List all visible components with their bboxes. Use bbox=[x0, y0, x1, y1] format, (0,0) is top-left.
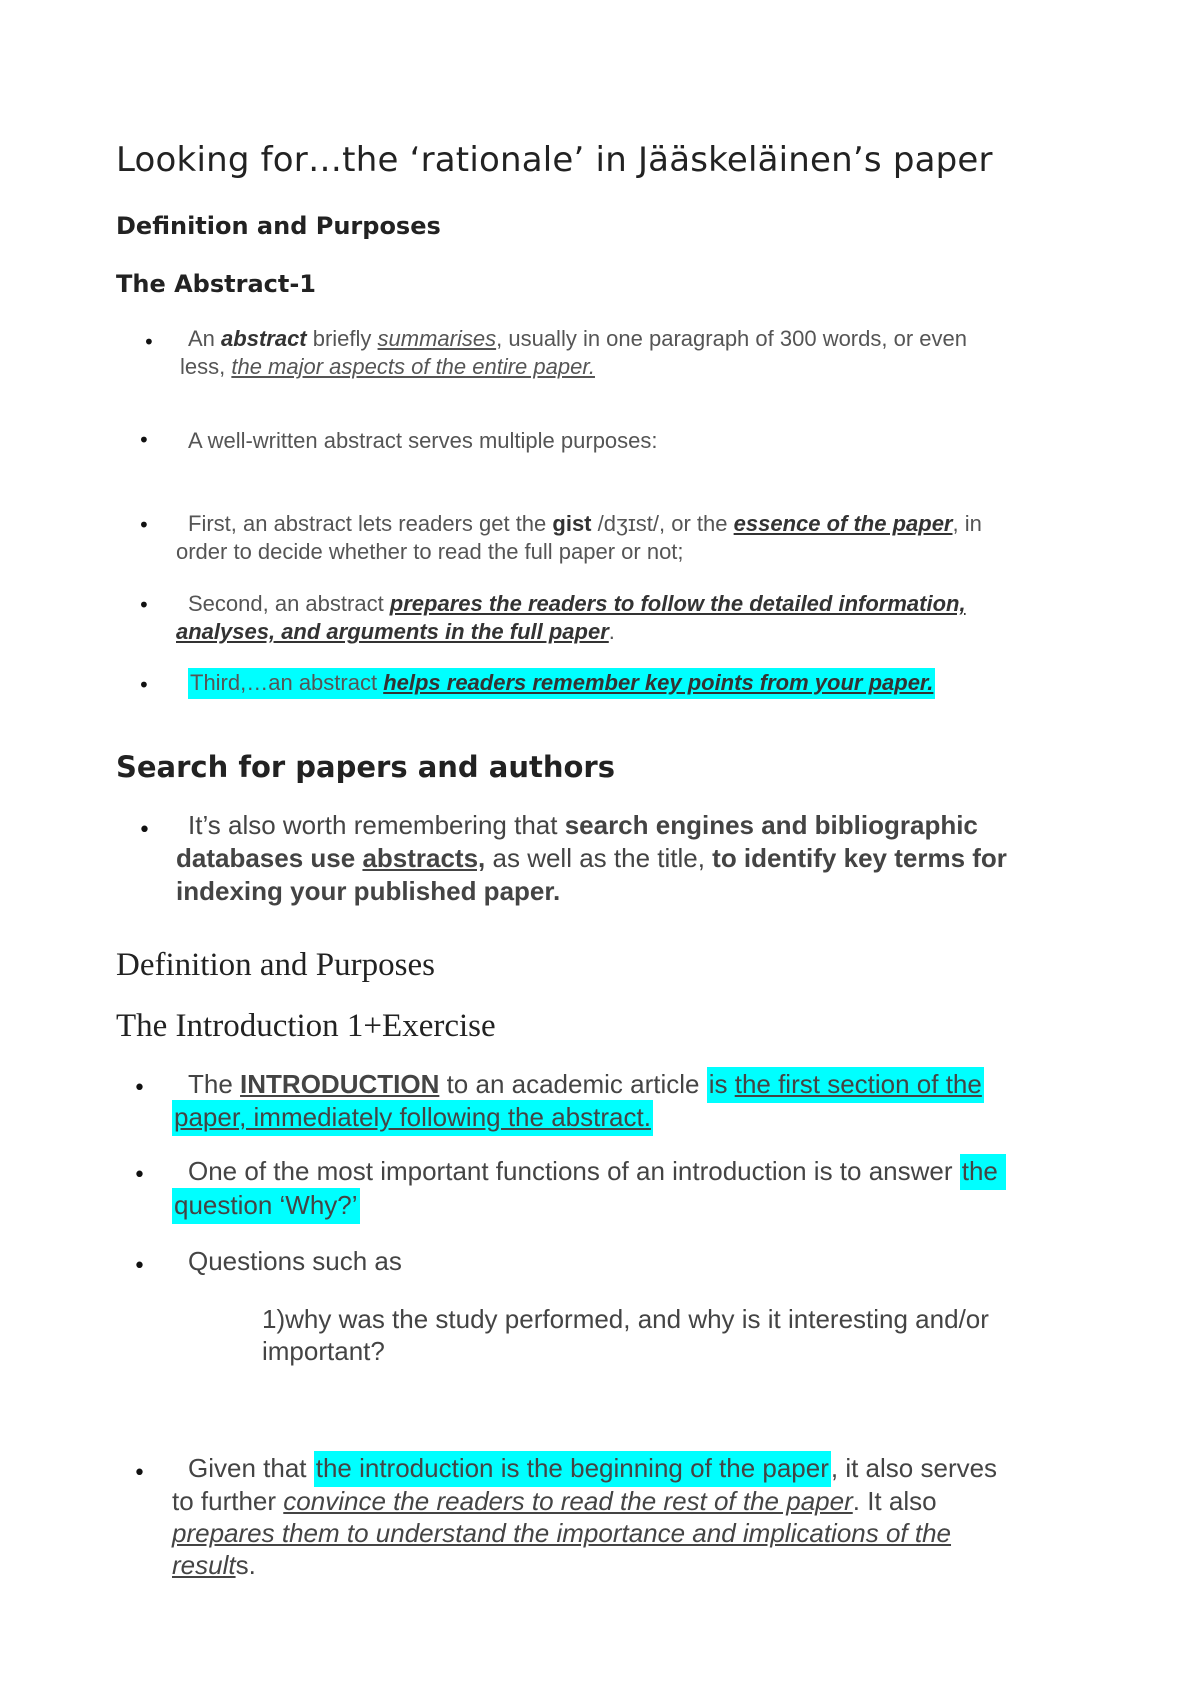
emphasis-databases: databases use bbox=[176, 843, 363, 873]
bullet-icon: • bbox=[133, 1076, 146, 1101]
text-span: It’s also worth remembering that bbox=[188, 810, 565, 840]
bullet-text-continued bbox=[172, 1518, 951, 1549]
bullet-text-continued bbox=[176, 619, 615, 645]
emphasis-essence: essence of the paper bbox=[733, 511, 953, 536]
text-span: . bbox=[608, 619, 615, 644]
emphasis-prepares: analyses, and arguments in the full paper bbox=[176, 619, 609, 644]
emphasis-summarises: summarises bbox=[377, 326, 497, 351]
emphasis-prepares-them: prepares them to understand the importance and implications of the bbox=[172, 1518, 952, 1548]
text-span: to further bbox=[172, 1486, 284, 1516]
emphasis-prepares: prepares the readers to follow the detailed information, bbox=[389, 591, 966, 616]
emphasis-abstract: abstract bbox=[221, 326, 307, 351]
bullet-text bbox=[188, 1453, 997, 1484]
section-heading: Definition and Purposes bbox=[116, 212, 441, 240]
bullet-text bbox=[188, 591, 966, 617]
sub-item-text-continued: important? bbox=[262, 1336, 385, 1366]
text-span: to an academic article bbox=[439, 1069, 707, 1099]
bullet-icon: • bbox=[133, 1163, 146, 1188]
bullet-text-continued bbox=[172, 1550, 256, 1581]
emphasis-introduction: INTRODUCTION bbox=[240, 1069, 440, 1099]
emphasis-gist: gist bbox=[552, 511, 592, 536]
text-span: as well as the title, bbox=[485, 843, 713, 873]
text-span: , in bbox=[952, 511, 982, 536]
bullet-text bbox=[188, 1156, 1006, 1187]
section-heading: Search for papers and authors bbox=[116, 750, 615, 784]
sub-item-text: 1)why was the study performed, and why is it interesting and/or bbox=[262, 1304, 989, 1334]
text-span: Second, an abstract bbox=[188, 591, 390, 616]
section-subheading: The Introduction 1+Exercise bbox=[116, 1008, 496, 1044]
bullet-text: Questions such as bbox=[188, 1246, 402, 1276]
bullet-text: A well-written abstract serves multiple purposes: bbox=[188, 428, 658, 453]
emphasis-search-engines: search engines and bibliographic bbox=[564, 810, 978, 840]
emphasis-indexing: indexing your published paper. bbox=[176, 876, 561, 906]
bullet-text bbox=[188, 326, 967, 352]
bullet-text-continued bbox=[172, 1102, 653, 1133]
bullet-icon: • bbox=[138, 513, 150, 537]
text-span: /dʒɪst/, or the bbox=[591, 511, 734, 536]
text-span: An bbox=[188, 326, 222, 351]
bullet-text bbox=[188, 1069, 984, 1100]
section-heading: Definition and Purposes bbox=[116, 947, 435, 983]
emphasis-major-aspects: the major aspects of the entire paper. bbox=[231, 354, 595, 379]
bullet-icon: • bbox=[133, 1461, 146, 1486]
section-subheading: The Abstract-1 bbox=[116, 270, 316, 298]
emphasis-key-terms: to identify key terms for bbox=[712, 843, 1007, 873]
bullet-icon: • bbox=[143, 330, 155, 354]
emphasis-abstracts: abstracts, bbox=[362, 843, 486, 873]
bullet-icon: • bbox=[138, 673, 150, 697]
emphasis-convince: convince the readers to read the rest of the paper bbox=[283, 1486, 853, 1516]
text-span: , usually in one paragraph of 300 words, or even bbox=[496, 326, 967, 351]
highlight-question-why: question ‘Why?’ bbox=[172, 1188, 360, 1224]
bullet-text-continued bbox=[176, 843, 1007, 874]
bullet-text bbox=[188, 511, 982, 537]
bullet-text-continued bbox=[172, 1190, 360, 1221]
bullet-text-highlighted bbox=[186, 668, 937, 700]
highlight-span: Third,…an abstract bbox=[188, 668, 383, 699]
emphasis-helps: helps readers remember key points from your paper. bbox=[383, 668, 935, 699]
page-title: Looking for…the ‘rationale’ in Jääskeläinen’s paper bbox=[116, 140, 993, 180]
bullet-text bbox=[188, 810, 978, 841]
text-span: . It also bbox=[852, 1486, 937, 1516]
highlight-following-abstract: paper, immediately following the abstract. bbox=[172, 1100, 653, 1136]
highlight-beginning-of-paper: the introduction is the beginning of the paper bbox=[314, 1451, 831, 1487]
text-span: less, bbox=[180, 354, 232, 379]
bullet-icon: • bbox=[138, 593, 150, 617]
text-span: s. bbox=[235, 1550, 256, 1580]
bullet-text-continued bbox=[176, 876, 560, 907]
bullet-icon: • bbox=[138, 428, 150, 452]
text-span: Given that bbox=[188, 1453, 314, 1483]
highlight-span: the bbox=[960, 1154, 1006, 1190]
text-span: One of the most important functions of an introduction is to answer bbox=[188, 1156, 960, 1186]
bullet-text-continued bbox=[180, 354, 595, 380]
bullet-icon: • bbox=[138, 818, 151, 843]
text-span: , it also serves bbox=[830, 1453, 998, 1483]
text-span: briefly bbox=[306, 326, 378, 351]
highlight-span: is bbox=[707, 1067, 735, 1103]
bullet-text-continued: order to decide whether to read the full paper or not; bbox=[176, 539, 684, 564]
text-span: The bbox=[188, 1069, 241, 1099]
bullet-text-continued bbox=[172, 1486, 937, 1517]
highlight-first-section: the first section of the bbox=[735, 1067, 984, 1103]
emphasis-results: result bbox=[172, 1550, 236, 1580]
text-span: First, an abstract lets readers get the bbox=[188, 511, 553, 536]
bullet-icon: • bbox=[133, 1254, 146, 1279]
